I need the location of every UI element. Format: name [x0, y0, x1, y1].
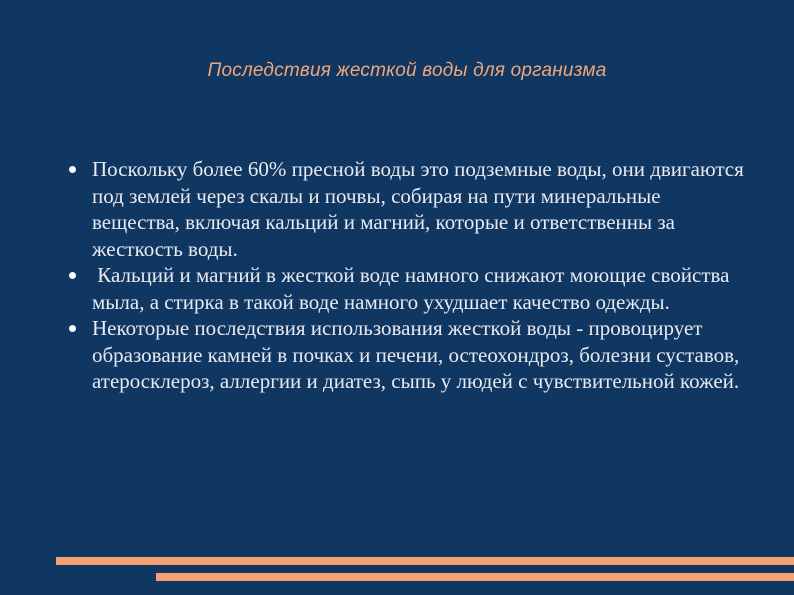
- bullet-item: [72, 262, 752, 315]
- bullet-item: [72, 315, 752, 395]
- bullet-dot-icon: [69, 325, 76, 332]
- bullet-text: Некоторые последствия использования жесткой воды - провоцирует образование камней в почках и печени, остеохондроз, болезни суставов, атеросклероз, аллергии и диатез, сыпь у людей с чувствительной кожей.: [92, 316, 740, 393]
- accent-stripe-bottom: [156, 573, 794, 581]
- bullet-dot-icon: [69, 272, 76, 279]
- slide-title: Последствия жесткой воды для организма: [207, 60, 607, 81]
- bullet-item: [72, 156, 752, 262]
- bullet-text: Кальций и магний в жесткой воде намного снижают моющие свойства мыла, а стирка в такой воде намного ухудшает качество одежды.: [92, 263, 735, 314]
- bullet-text: Поскольку более 60% пресной воды это подземные воды, они двигаются под землей через скалы и почвы, собирая на пути минеральные вещества, включая кальций и магний, которые и ответственны за жесткость воды.: [92, 157, 744, 261]
- accent-stripe-top: [56, 557, 794, 565]
- bullet-dot-icon: [69, 166, 76, 173]
- bullet-list: [72, 156, 752, 395]
